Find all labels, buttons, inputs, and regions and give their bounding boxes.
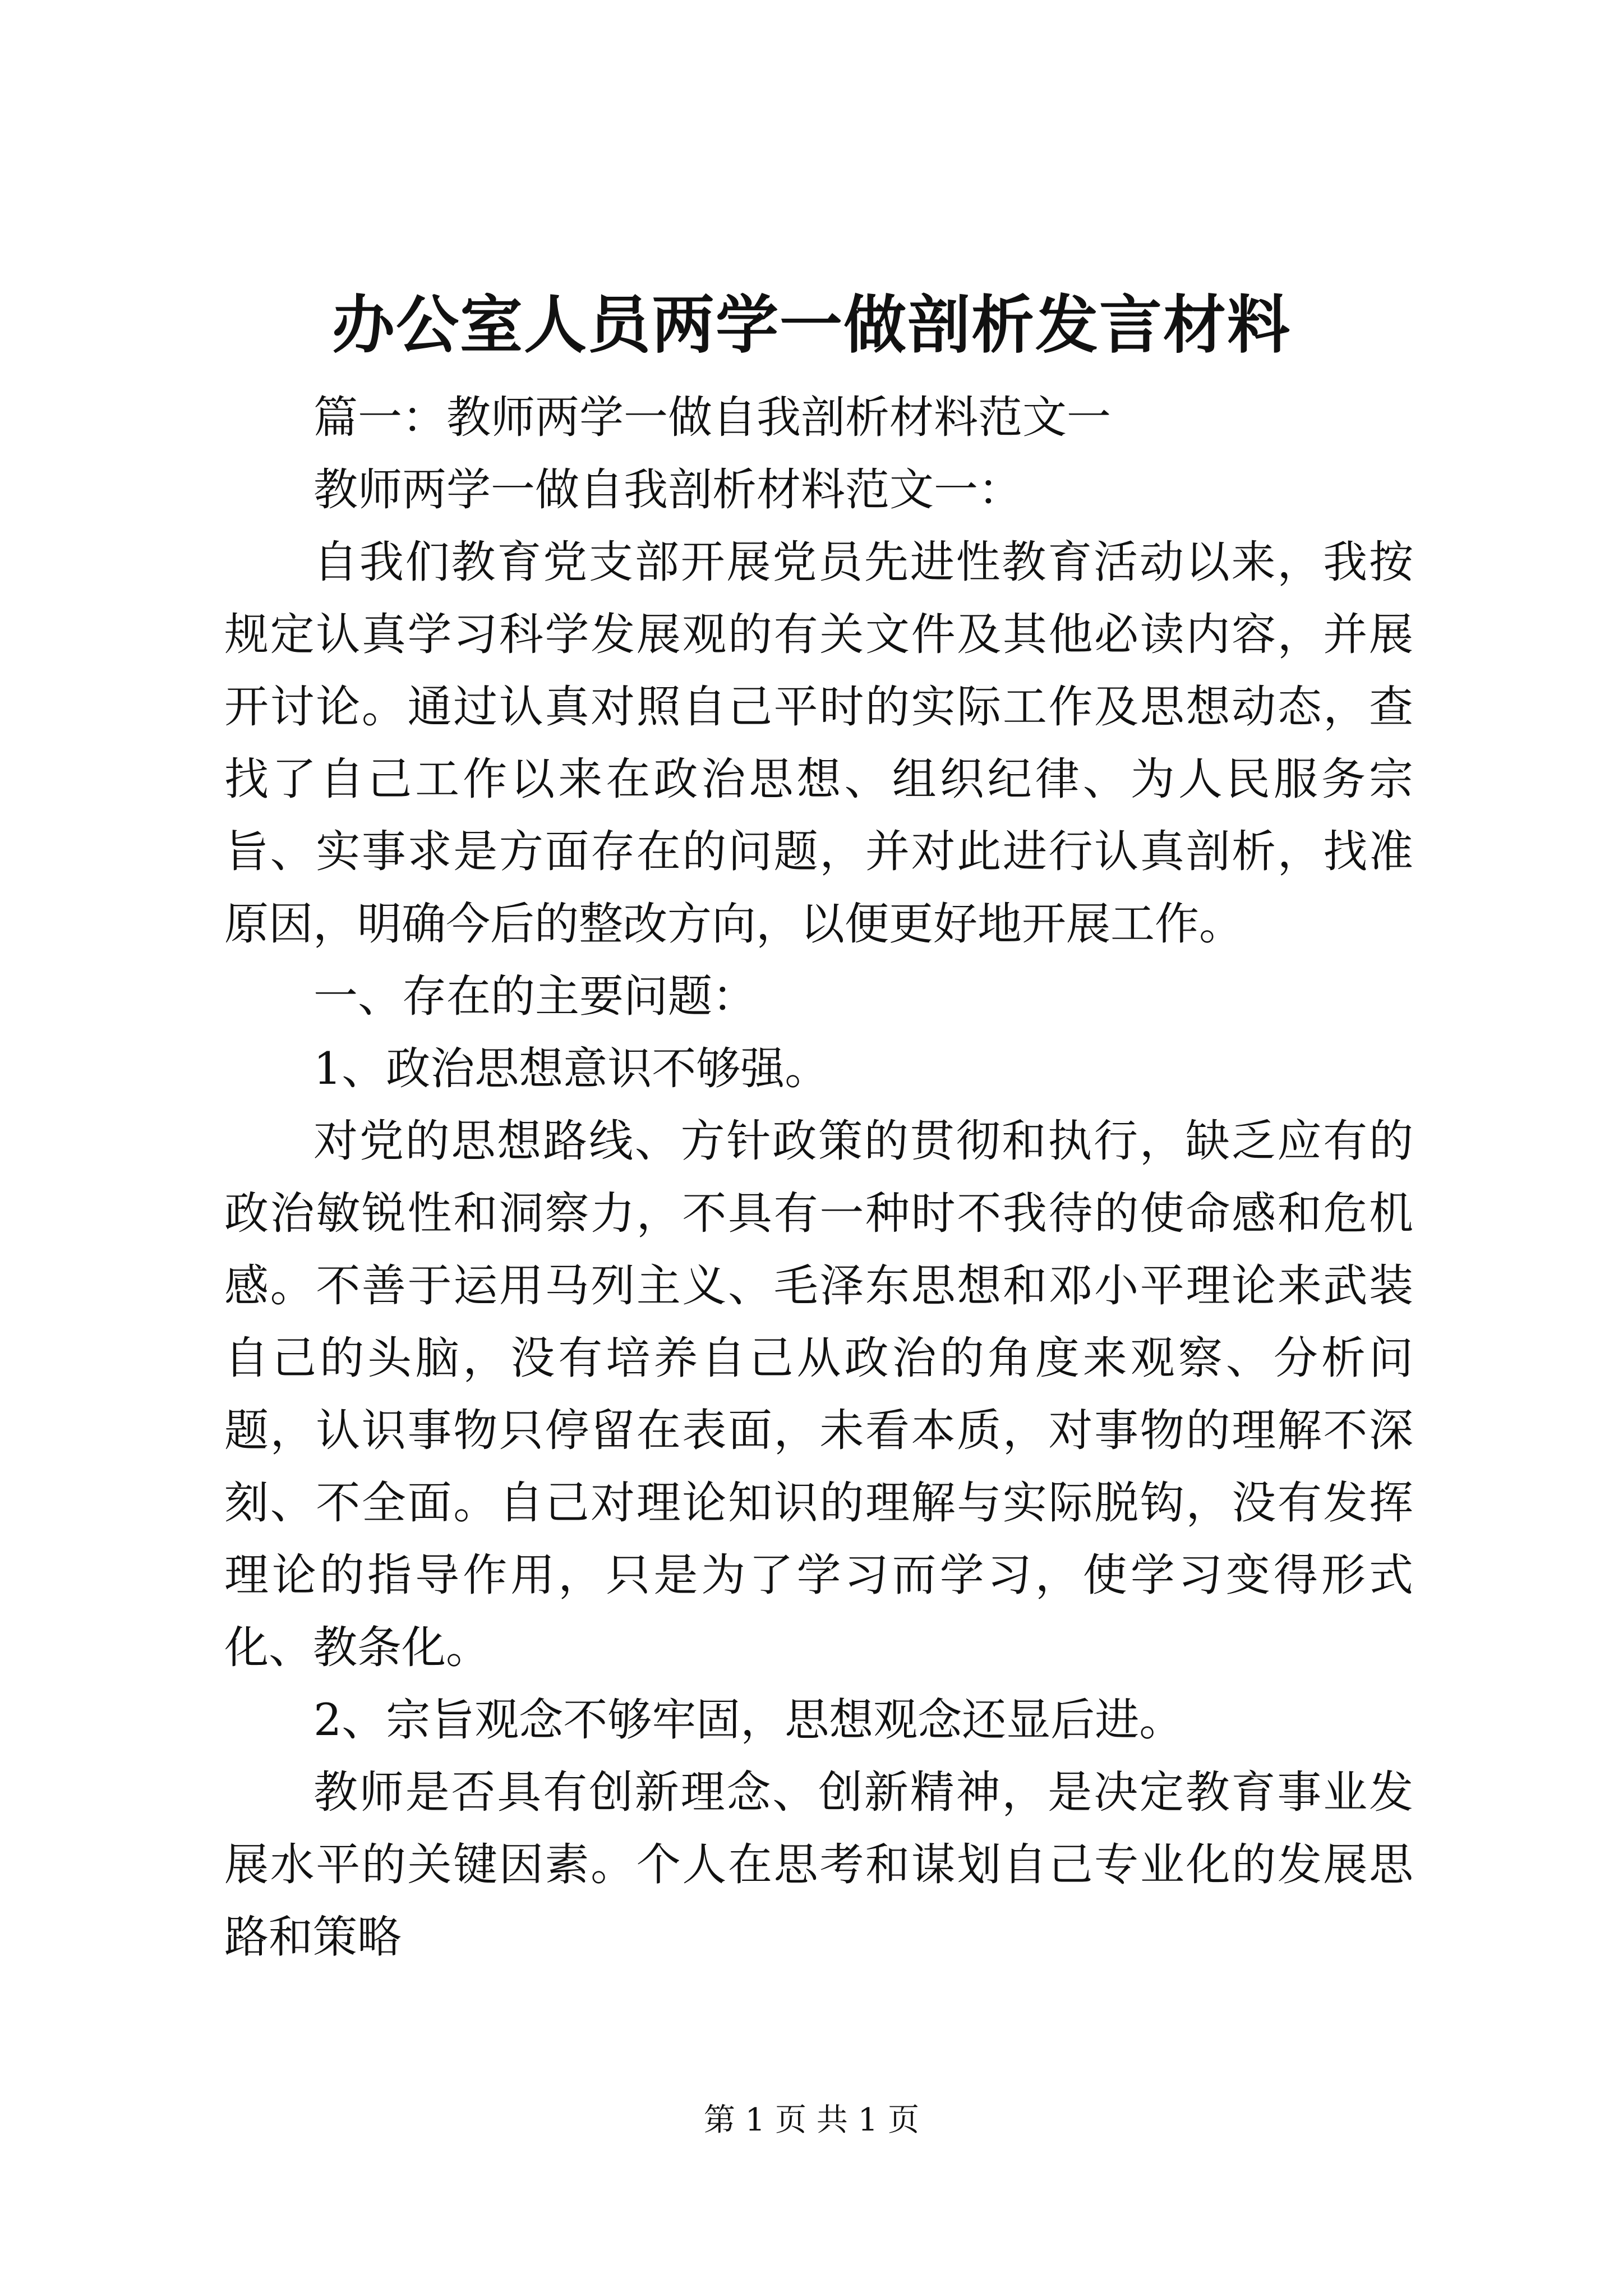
body-paragraph: 自我们教育党支部开展党员先进性教育活动以来，我按规定认真学习科学发展观的有关文件及其他必读内容，并展开讨论。通过认真对照自己平时的实际工作及思想动态，查找了自己工作以来在政治思想、组织纪律、为人民服务宗旨、实事求是方面存在的问题，并对此进行认真剖析，找准原因，明确今后的整改方向，以便更好地开展工作。 xyxy=(224,536,1413,950)
section-heading-problems: 一、存在的主要问题： xyxy=(313,970,757,1022)
list-item-heading: 2、宗旨观念不够牢固，思想观念还显后进。 xyxy=(313,1694,1184,1746)
document-body xyxy=(224,381,1413,1973)
body-paragraph: 对党的思想路线、方针政策的贯彻和执行，缺乏应有的政治敏锐性和洞察力，不具有一种时不我待的使命感和危机感。不善于运用马列主义、毛泽东思想和邓小平理论来武装自己的头脑，没有培养自己从政治的角度来观察、分析问题，认识事物只停留在表面，未看本质，对事物的理解不深刻、不全面。自己对理论知识的理解与实际脱钩，没有发挥理论的指导作用，只是为了学习而学习，使学习变得形式化、教条化。 xyxy=(224,1115,1413,1673)
document-title: 办公室人员两学一做剖析发言材料 xyxy=(332,288,1291,362)
list-item-heading: 1、政治思想意识不够强。 xyxy=(313,1043,829,1094)
body-paragraph: 教师是否具有创新理念、创新精神，是决定教育事业发展水平的关键因素。个人在思考和谋划自己专业化的发展思路和策略 xyxy=(224,1766,1413,1963)
page-footer: 第 1 页 共 1 页 xyxy=(703,2102,920,2138)
subheading: 教师两学一做自我剖析材料范文一： xyxy=(313,464,1022,516)
section-heading: 篇一：教师两学一做自我剖析材料范文一 xyxy=(313,392,1111,443)
